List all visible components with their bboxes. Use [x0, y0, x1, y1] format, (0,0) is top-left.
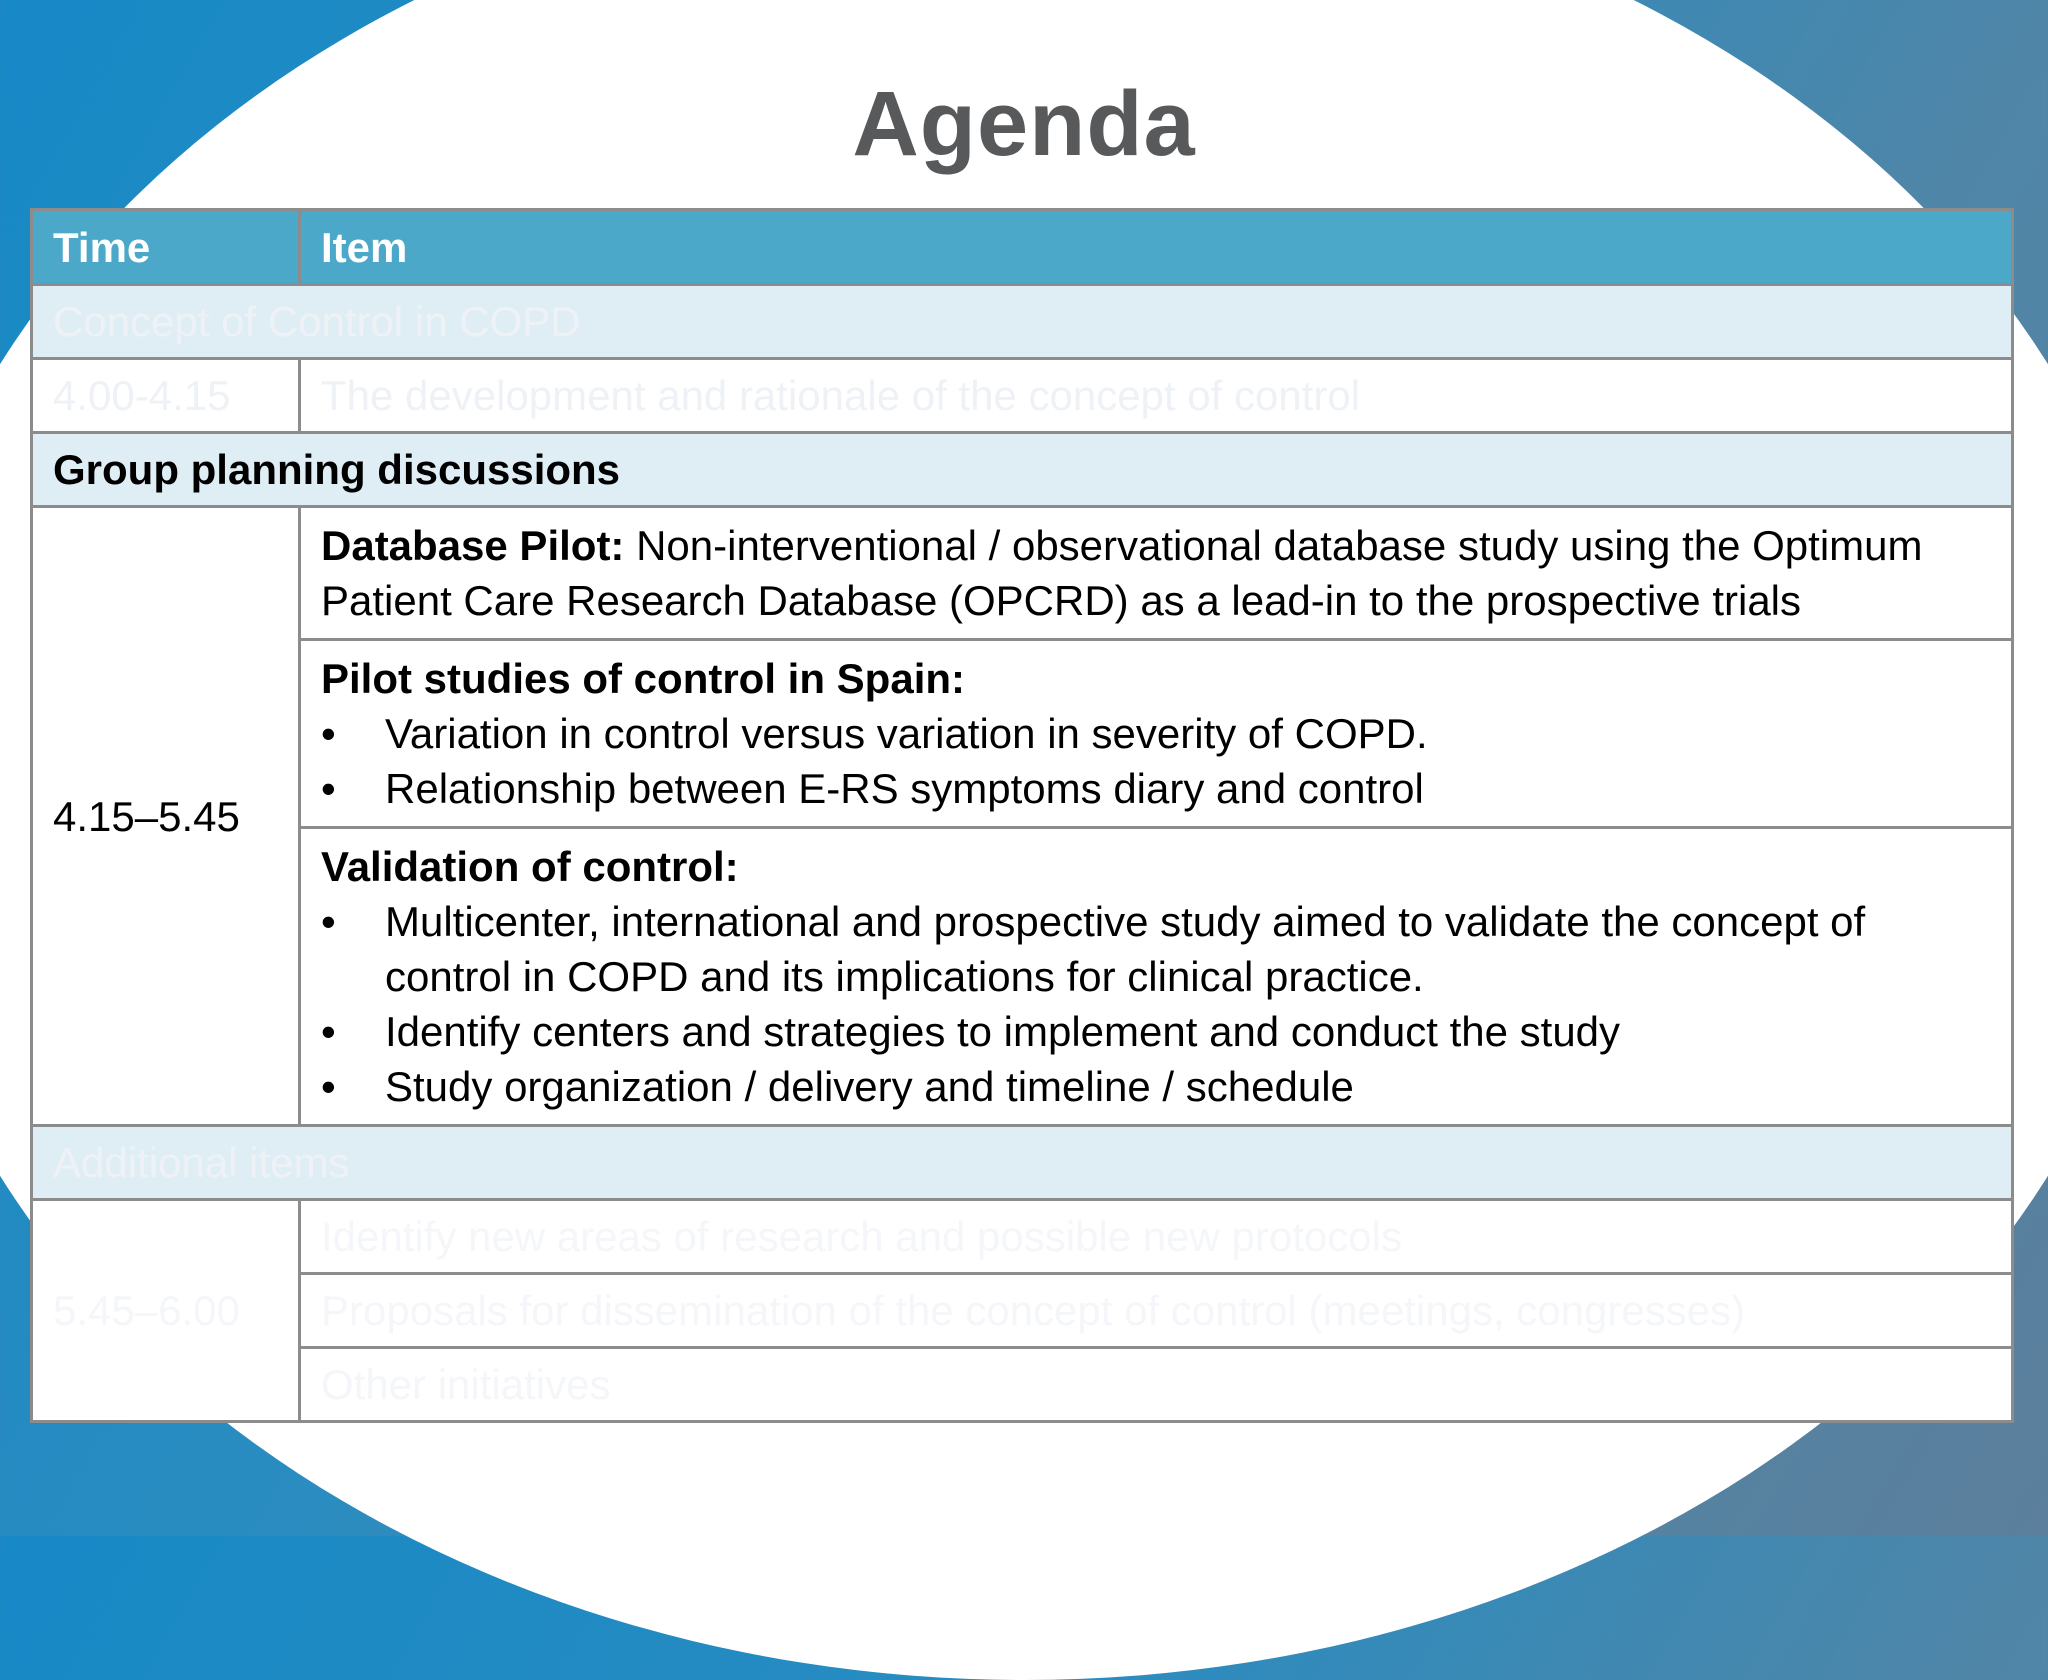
- bullet-icon: •: [321, 898, 336, 945]
- time-cell: 4.00-4.15: [32, 359, 300, 433]
- header-item: Item: [300, 210, 2013, 285]
- item-cell: Other initiatives: [300, 1348, 2013, 1422]
- list-item-text: Relationship between E-RS symptoms diary and control: [385, 765, 1424, 812]
- item-cell: The development and rationale of the concept of control: [300, 359, 2013, 433]
- item-label: Pilot studies of control in Spain:: [321, 655, 966, 702]
- item-cell-database-pilot: [300, 507, 2013, 640]
- table-row: [32, 1274, 2013, 1348]
- table-row: [32, 1200, 2013, 1274]
- list-item: [321, 894, 1991, 1004]
- bullet-list: [321, 894, 1991, 1114]
- item-cell-validation: [300, 828, 2013, 1126]
- item-cell: Proposals for dissemination of the concept of control (meetings, congresses): [300, 1274, 2013, 1348]
- bullet-icon: •: [321, 710, 336, 757]
- item-cell: Identify new areas of research and possible new protocols: [300, 1200, 2013, 1274]
- item-cell-pilot-spain: [300, 640, 2013, 828]
- list-item-text: Identify centers and strategies to implement and conduct the study: [385, 1008, 1621, 1055]
- table-header-row: [32, 210, 2013, 285]
- table-row: [32, 1348, 2013, 1422]
- section-row-group-planning: [32, 433, 2013, 507]
- table-row: [32, 507, 2013, 640]
- section-row-concept: [32, 285, 2013, 359]
- item-label: Database Pilot:: [321, 522, 625, 569]
- section-title: Additional items: [32, 1126, 2013, 1200]
- bullet-icon: •: [321, 765, 336, 812]
- page-title: Agenda: [852, 73, 1196, 175]
- header-time: Time: [32, 210, 300, 285]
- list-item: [321, 761, 1991, 816]
- list-item-text: Study organization / delivery and timeline / schedule: [385, 1063, 1354, 1110]
- item-text: Non-interventional / observational database study using the Optimum Patient Care Research Database (OPCRD) as a lead-in to the prospective trials: [321, 522, 1923, 624]
- list-item: [321, 1059, 1991, 1114]
- agenda-table: [30, 208, 2014, 1423]
- bullet-icon: •: [321, 1063, 336, 1110]
- table-row: [32, 640, 2013, 828]
- section-title: Group planning discussions: [32, 433, 2013, 507]
- bullet-icon: •: [321, 1008, 336, 1055]
- time-cell: 5.45–6.00: [32, 1200, 300, 1422]
- list-item-text: Variation in control versus variation in severity of COPD.: [385, 710, 1428, 757]
- section-row-additional: [32, 1126, 2013, 1200]
- table-row: [32, 828, 2013, 1126]
- list-item: [321, 1004, 1991, 1059]
- bullet-list: [321, 706, 1991, 816]
- table-row: [32, 359, 2013, 433]
- item-label: Validation of control:: [321, 843, 739, 890]
- list-item: [321, 706, 1991, 761]
- list-item-text: Multicenter, international and prospective study aimed to validate the concept of control in COPD and its implications for clinical practice.: [385, 898, 1866, 1000]
- section-title: Concept of Control in COPD: [32, 285, 2013, 359]
- time-cell: 4.15–5.45: [32, 507, 300, 1126]
